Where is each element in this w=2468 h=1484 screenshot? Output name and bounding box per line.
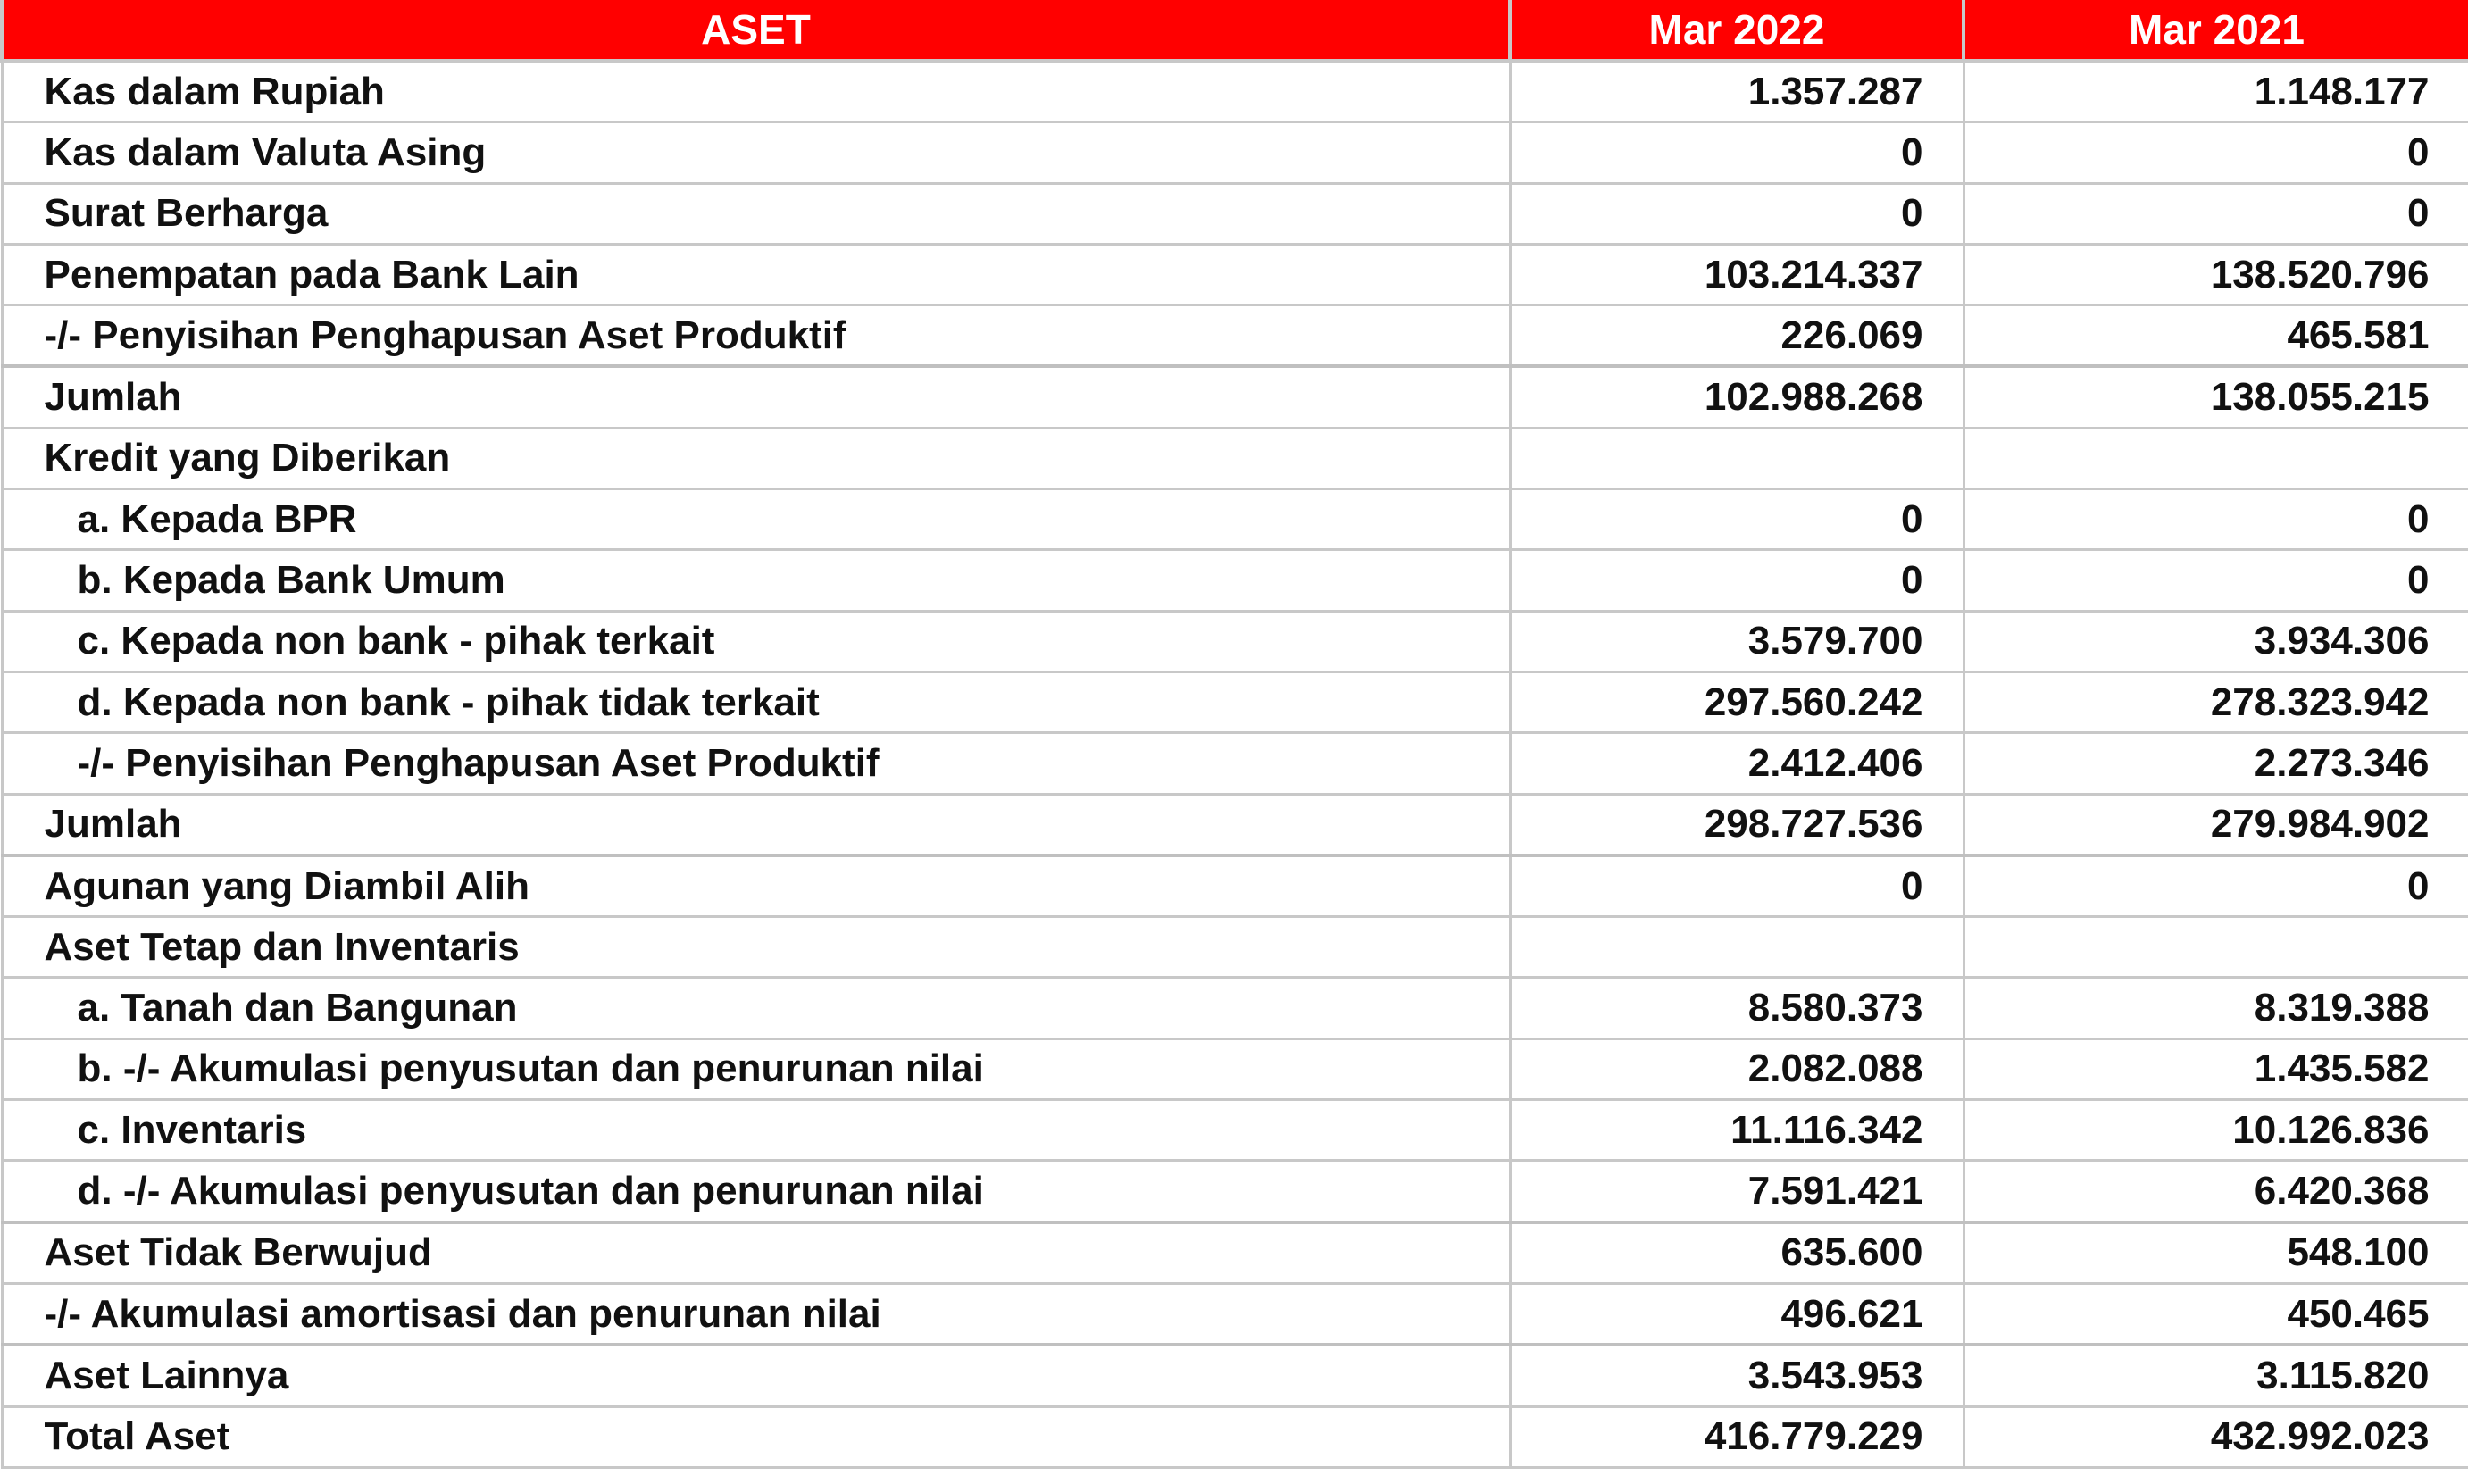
row-label: Jumlah <box>2 794 1510 855</box>
value-mar-2021: 0 <box>1964 122 2468 183</box>
value-mar-2022: 0 <box>1510 122 1964 183</box>
value-mar-2021: 6.420.368 <box>1964 1161 2468 1222</box>
table-row <box>2 366 2468 428</box>
row-label: a. Kepada BPR <box>2 489 1510 550</box>
table-row <box>2 1283 2468 1345</box>
table-row <box>2 1038 2468 1099</box>
value-mar-2021: 1.435.582 <box>1964 1038 2468 1099</box>
table-row <box>2 122 2468 183</box>
value-mar-2021: 10.126.836 <box>1964 1100 2468 1161</box>
table-row <box>2 917 2468 978</box>
value-mar-2022: 1.357.287 <box>1510 61 1964 122</box>
value-mar-2021: 0 <box>1964 183 2468 244</box>
value-mar-2021: 1.148.177 <box>1964 61 2468 122</box>
table-row <box>2 1406 2468 1467</box>
table-row <box>2 1345 2468 1406</box>
row-label: a. Tanah dan Bangunan <box>2 978 1510 1038</box>
value-mar-2021: 138.055.215 <box>1964 366 2468 428</box>
value-mar-2021: 278.323.942 <box>1964 671 2468 732</box>
value-mar-2022: 0 <box>1510 183 1964 244</box>
value-mar-2022: 11.116.342 <box>1510 1100 1964 1161</box>
value-mar-2022: 635.600 <box>1510 1222 1964 1284</box>
row-label: Kas dalam Rupiah <box>2 61 1510 122</box>
row-label: Aset Lainnya <box>2 1345 1510 1406</box>
value-mar-2022: 103.214.337 <box>1510 244 1964 304</box>
value-mar-2021: 465.581 <box>1964 305 2468 367</box>
value-mar-2021 <box>1964 428 2468 488</box>
table-row <box>2 489 2468 550</box>
value-mar-2021: 432.992.023 <box>1964 1406 2468 1467</box>
header-aset: ASET <box>2 0 1510 61</box>
value-mar-2022: 102.988.268 <box>1510 366 1964 428</box>
value-mar-2021 <box>1964 917 2468 978</box>
value-mar-2022: 2.082.088 <box>1510 1038 1964 1099</box>
value-mar-2022 <box>1510 428 1964 488</box>
value-mar-2021: 3.934.306 <box>1964 611 2468 671</box>
header-mar-2021: Mar 2021 <box>1964 0 2468 61</box>
table-row <box>2 671 2468 732</box>
value-mar-2021: 138.520.796 <box>1964 244 2468 304</box>
row-label: Aset Tidak Berwujud <box>2 1222 1510 1284</box>
row-label: Aset Tetap dan Inventaris <box>2 917 1510 978</box>
value-mar-2021: 8.319.388 <box>1964 978 2468 1038</box>
table-row <box>2 611 2468 671</box>
value-mar-2022: 2.412.406 <box>1510 733 1964 794</box>
value-mar-2022: 3.543.953 <box>1510 1345 1964 1406</box>
value-mar-2021: 0 <box>1964 489 2468 550</box>
value-mar-2022: 297.560.242 <box>1510 671 1964 732</box>
value-mar-2021: 548.100 <box>1964 1222 2468 1284</box>
value-mar-2022: 0 <box>1510 489 1964 550</box>
table-row <box>2 733 2468 794</box>
table-row <box>2 61 2468 122</box>
row-label: d. Kepada non bank - pihak tidak terkait <box>2 671 1510 732</box>
table-row <box>2 794 2468 855</box>
row-label: b. Kepada Bank Umum <box>2 550 1510 611</box>
value-mar-2022: 0 <box>1510 550 1964 611</box>
row-label: Surat Berharga <box>2 183 1510 244</box>
header-mar-2022: Mar 2022 <box>1510 0 1964 61</box>
row-label: Penempatan pada Bank Lain <box>2 244 1510 304</box>
table-row <box>2 305 2468 367</box>
table-row <box>2 978 2468 1038</box>
row-label: -/- Akumulasi amortisasi dan penurunan nilai <box>2 1283 1510 1345</box>
table-row <box>2 1161 2468 1222</box>
table-row <box>2 855 2468 917</box>
value-mar-2021: 0 <box>1964 550 2468 611</box>
value-mar-2022 <box>1510 917 1964 978</box>
value-mar-2022: 298.727.536 <box>1510 794 1964 855</box>
table-row <box>2 183 2468 244</box>
value-mar-2022: 0 <box>1510 855 1964 917</box>
row-label: d. -/- Akumulasi penyusutan dan penurunan nilai <box>2 1161 1510 1222</box>
value-mar-2022: 416.779.229 <box>1510 1406 1964 1467</box>
value-mar-2022: 3.579.700 <box>1510 611 1964 671</box>
header-row <box>2 0 2468 61</box>
row-label: -/- Penyisihan Penghapusan Aset Produktif <box>2 733 1510 794</box>
table-row <box>2 428 2468 488</box>
value-mar-2022: 226.069 <box>1510 305 1964 367</box>
row-label: Jumlah <box>2 366 1510 428</box>
table-row <box>2 1222 2468 1284</box>
value-mar-2021: 279.984.902 <box>1964 794 2468 855</box>
row-label: c. Inventaris <box>2 1100 1510 1161</box>
row-label: Kredit yang Diberikan <box>2 428 1510 488</box>
table-row <box>2 244 2468 304</box>
row-label: Kas dalam Valuta Asing <box>2 122 1510 183</box>
value-mar-2022: 496.621 <box>1510 1283 1964 1345</box>
row-label: -/- Penyisihan Penghapusan Aset Produktif <box>2 305 1510 367</box>
value-mar-2021: 450.465 <box>1964 1283 2468 1345</box>
table-row <box>2 550 2468 611</box>
value-mar-2022: 7.591.421 <box>1510 1161 1964 1222</box>
row-label: c. Kepada non bank - pihak terkait <box>2 611 1510 671</box>
value-mar-2021: 3.115.820 <box>1964 1345 2468 1406</box>
row-label: Agunan yang Diambil Alih <box>2 855 1510 917</box>
value-mar-2021: 2.273.346 <box>1964 733 2468 794</box>
row-label: b. -/- Akumulasi penyusutan dan penurunan nilai <box>2 1038 1510 1099</box>
row-label: Total Aset <box>2 1406 1510 1467</box>
value-mar-2021: 0 <box>1964 855 2468 917</box>
table-row <box>2 1100 2468 1161</box>
value-mar-2022: 8.580.373 <box>1510 978 1964 1038</box>
